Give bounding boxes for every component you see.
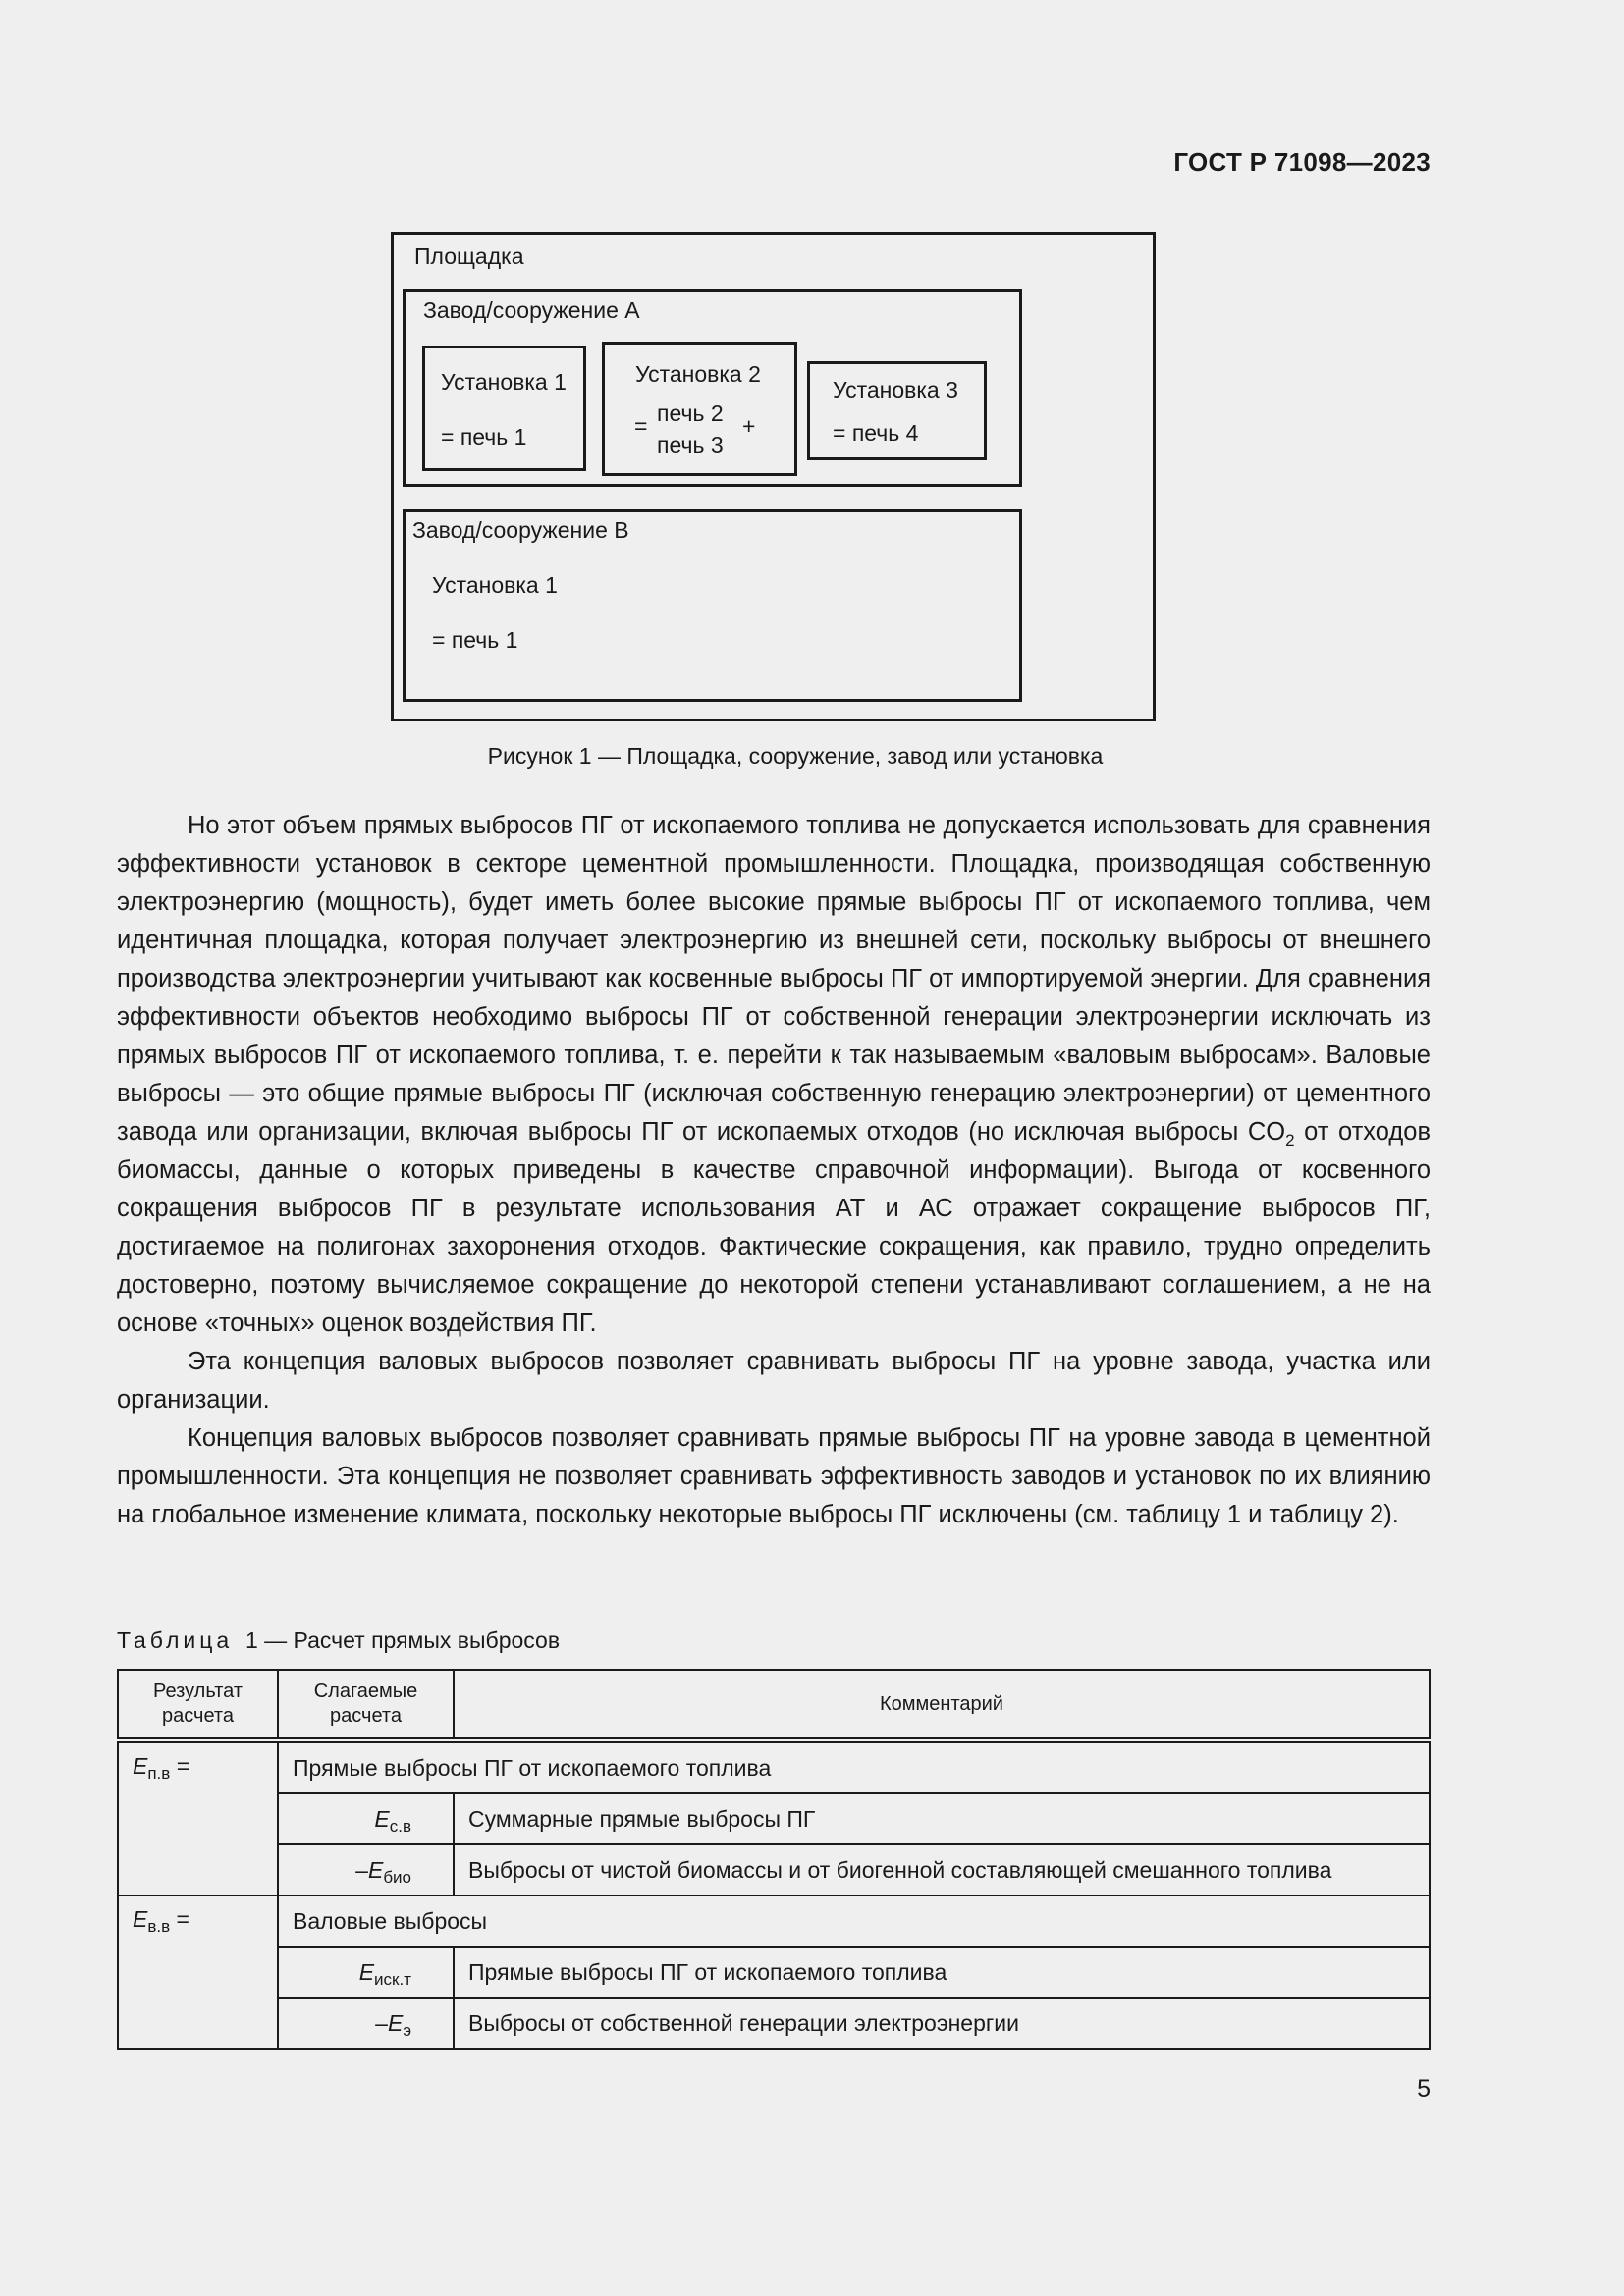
- emissions-table: [117, 1669, 1431, 2050]
- paragraph-3: Концепция валовых выбросов позволяет сравнивать прямые выбросы ПГ на уровне завода в цементной промышленности. Эта концепция не позволяет сравнивать эффективность заводов и установок по их влиянию на глобальное изменение климата, поскольку некоторые выбросы ПГ исключены (см. таблицу 1 и таблицу 2).: [117, 1424, 1431, 1528]
- plant-b-unit-equation: = печь 1: [432, 627, 518, 653]
- unit2-title: Установка 2: [635, 361, 761, 387]
- page-number: 5: [1417, 2075, 1431, 2103]
- unit1-title: Установка 1: [441, 369, 567, 395]
- unit1-equation: = печь 1: [441, 424, 527, 450]
- figure-caption: Рисунок 1 — Площадка, сооружение, завод или установка: [487, 743, 1104, 769]
- unit2-line1: печь 2: [657, 400, 724, 426]
- unit1-box: [422, 346, 586, 471]
- unit3-equation: = печь 4: [833, 420, 919, 446]
- table-title: Таблица 1 — Расчет прямых выбросов: [117, 1628, 561, 1653]
- table-row: [118, 1947, 1430, 1998]
- term-cell: $E_{иск.т}$: [278, 1947, 454, 1998]
- header-result: Результат расчета: [118, 1670, 278, 1740]
- comment-cell: Выбросы от чистой биомассы и от биогенной составляющей смешанного топлива: [454, 1844, 1430, 1896]
- comment-cell: Суммарные прямые выбросы ПГ: [454, 1793, 1430, 1844]
- comment-cell: Выбросы от собственной генерации электроэнергии: [454, 1998, 1430, 2049]
- unit3-title: Установка 3: [833, 377, 958, 402]
- body-text: [117, 807, 1431, 1534]
- table-row: [118, 1896, 1430, 1947]
- result-cell: $E_{в.в}$ =: [118, 1896, 278, 2049]
- term-cell: $E_{с.в}$: [278, 1793, 454, 1844]
- table-row: [118, 1998, 1430, 2049]
- term-cell: $-E_э$: [278, 1998, 454, 2049]
- summary-cell: Прямые выбросы ПГ от ископаемого топлива: [278, 1740, 1430, 1793]
- result-cell: $E_{п.в}$ =: [118, 1740, 278, 1896]
- header-terms: Слагаемые расчета: [278, 1670, 454, 1740]
- unit2-eq-sign: =: [634, 413, 648, 439]
- site-label: Площадка: [414, 243, 524, 269]
- table-row: [118, 1793, 1430, 1844]
- paragraph-1: Но этот объем прямых выбросов ПГ от ископаемого топлива не допускается использовать для сравнения эффективности установок в секторе цементной промышленности. Площадка, производящая собственную электроэнергию (мощность), будет иметь более высокие прямые выбросы ПГ от ископаемого топлива, чем идентичная площадка, которая получает электроэнергию из внешней сети, поскольку выбросы от внешнего производства электроэнергии учитывают как косвенные выбросы ПГ от импортируемой энергии. Для сравнения эффективности объектов необходимо выбросы ПГ от собственной генерации электроэнергии исключать из прямых выбросов ПГ от ископаемого топлива, т. е. перейти к так называемым «валовым выбросам». Валовые выбросы — это общие прямые выбросы ПГ (исключая собственную генерацию электроэнергии) от цементного завода или организации, включая выбросы ПГ от ископаемых отходов (но исключая выбросы $CO_2$ от отходов биомассы, данные о которых приведены в качестве справочной информации). Выгода от косвенного сокращения выбросов ПГ в результате использования АТ и АС отражает сокращение выбросов ПГ, достигаемое на полигонах захоронения отходов. Фактические сокращения, как правило, трудно определить достоверно, поэтому вычисляемое сокращение до некоторой степени устанавливают соглашением, а не на основе «точных» оценок воздействия ПГ.: [117, 812, 1431, 1337]
- plant-a-label: Завод/сооружение А: [423, 297, 640, 323]
- header-comment: Комментарий: [454, 1670, 1430, 1740]
- comment-cell: Прямые выбросы ПГ от ископаемого топлива: [454, 1947, 1430, 1998]
- summary-cell: Валовые выбросы: [278, 1896, 1430, 1947]
- table-header-row: [118, 1670, 1430, 1740]
- unit2-line2: печь 3: [657, 432, 724, 457]
- term-cell: $-E_{био}$: [278, 1844, 454, 1896]
- plant-b-unit-title: Установка 1: [432, 572, 558, 598]
- table-row: [118, 1844, 1430, 1896]
- paragraph-2: Эта концепция валовых выбросов позволяет сравнивать выбросы ПГ на уровне завода, участка или организации.: [117, 1348, 1431, 1414]
- unit2-plus: +: [742, 413, 756, 439]
- table-row: [118, 1740, 1430, 1793]
- plant-b-label: Завод/сооружение В: [412, 517, 629, 543]
- document-code: ГОСТ Р 71098—2023: [1173, 147, 1431, 177]
